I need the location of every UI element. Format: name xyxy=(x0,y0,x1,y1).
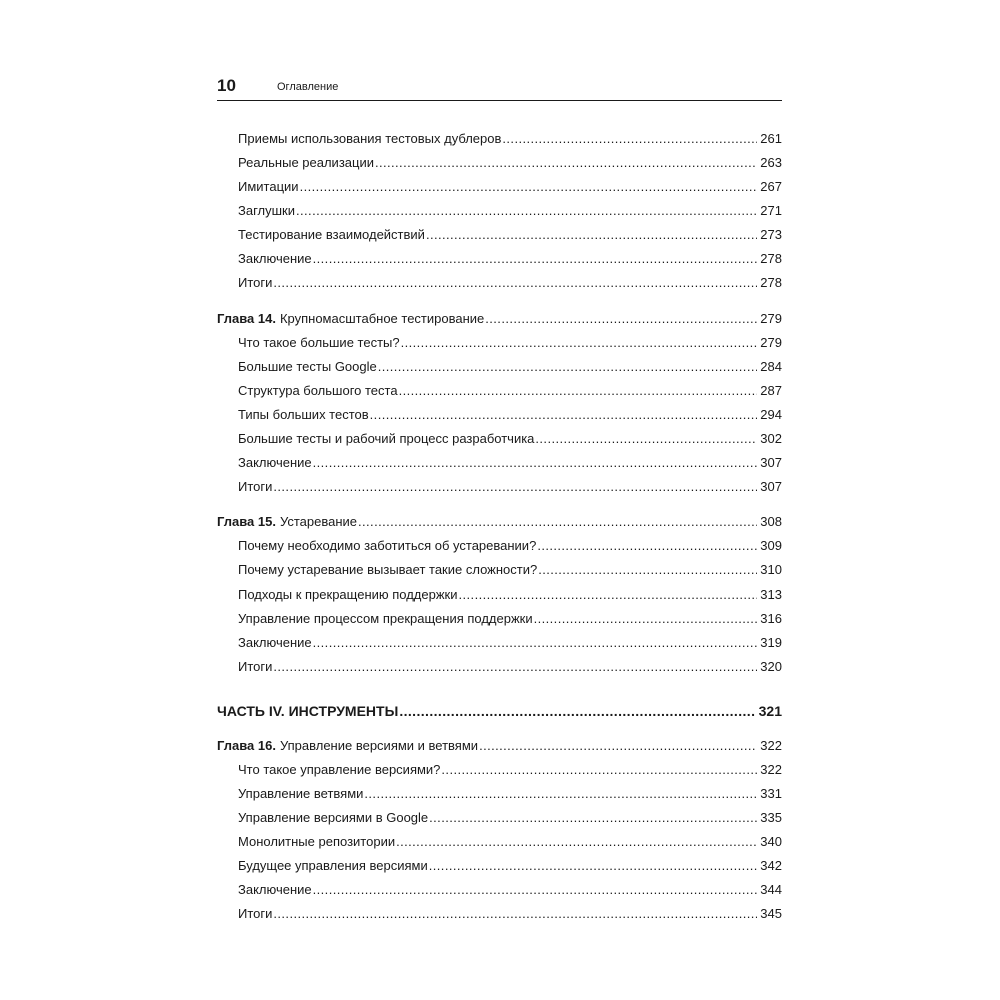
dot-leader xyxy=(538,562,757,577)
toc-entry[interactable] xyxy=(238,479,782,499)
dot-leader xyxy=(273,659,757,674)
toc-entry-page: 307 xyxy=(760,455,782,470)
toc-entry[interactable] xyxy=(238,275,782,295)
toc-entry-page: 344 xyxy=(760,882,782,897)
toc-part-4[interactable] xyxy=(217,703,782,723)
toc-entry-title: Монолитные репозитории xyxy=(238,834,396,849)
toc-entry-page: 335 xyxy=(760,810,782,825)
toc-entry-title: Управление процессом прекращения поддержки xyxy=(238,611,533,626)
toc-entry[interactable] xyxy=(238,810,782,830)
toc-entry-page: 316 xyxy=(760,611,782,626)
toc-entry-title: Почему устаревание вызывает такие сложности? xyxy=(238,562,538,577)
toc-entry-title: Тестирование взаимодействий xyxy=(238,227,425,242)
toc-entry-title: Управление версиями в Google xyxy=(238,810,429,825)
toc-entry-page: 319 xyxy=(760,635,782,650)
toc-entry-title: Что такое управление версиями? xyxy=(238,762,441,777)
dot-leader xyxy=(358,514,757,529)
dot-leader xyxy=(364,786,757,801)
dot-leader xyxy=(273,275,757,290)
toc-entry-page: 267 xyxy=(760,179,782,194)
dot-leader xyxy=(534,611,758,626)
toc-entry[interactable] xyxy=(238,155,782,175)
toc-entry[interactable] xyxy=(238,407,782,427)
toc-entry-page: 310 xyxy=(760,562,782,577)
toc-entry-page: 331 xyxy=(760,786,782,801)
dot-leader xyxy=(273,479,757,494)
toc-entry[interactable] xyxy=(238,786,782,806)
toc-entry-page: 271 xyxy=(760,203,782,218)
toc-entry-title: Итоги xyxy=(238,275,273,290)
toc-entry-title: Итоги xyxy=(238,906,273,921)
toc-entry-page: 261 xyxy=(760,131,782,146)
chapter-title: Устаревание xyxy=(279,514,358,529)
dot-leader xyxy=(535,431,757,446)
toc-entry-title: Заключение xyxy=(238,455,312,470)
toc-entry[interactable] xyxy=(238,762,782,782)
toc-entry-title: Что такое большие тесты? xyxy=(238,335,400,350)
toc-entry[interactable] xyxy=(238,906,782,926)
toc-entry-page: 321 xyxy=(758,703,782,719)
toc-entry[interactable] xyxy=(238,335,782,355)
toc-entry[interactable] xyxy=(238,659,782,679)
toc-entry-page: 320 xyxy=(760,659,782,674)
page-number: 10 xyxy=(217,76,236,95)
dot-leader xyxy=(296,203,757,218)
toc-entry[interactable] xyxy=(238,455,782,475)
toc-entry-page: 278 xyxy=(760,275,782,290)
toc-entry[interactable] xyxy=(238,131,782,151)
toc-entry-title: Управление ветвями xyxy=(238,786,364,801)
dot-leader xyxy=(459,587,758,602)
toc-entry-page: 342 xyxy=(760,858,782,873)
toc-entry-page: 287 xyxy=(760,383,782,398)
toc-entry-page: 307 xyxy=(760,479,782,494)
toc-chapter-16[interactable] xyxy=(217,738,782,758)
dot-leader xyxy=(370,407,758,422)
toc-entry[interactable] xyxy=(238,858,782,878)
toc-entry-page: 294 xyxy=(760,407,782,422)
toc-entry-title: Заглушки xyxy=(238,203,296,218)
toc-entry-page: 302 xyxy=(760,431,782,446)
dot-leader xyxy=(300,179,758,194)
toc-entry-page: 345 xyxy=(760,906,782,921)
toc-entry[interactable] xyxy=(238,203,782,223)
toc-entry[interactable] xyxy=(238,538,782,558)
toc-entry-title: Итоги xyxy=(238,659,273,674)
toc-entry[interactable] xyxy=(238,562,782,582)
chapter-title: Крупномасштабное тестирование xyxy=(279,311,485,326)
toc-entry-title: Структура большого теста xyxy=(238,383,398,398)
toc-entry-page: 322 xyxy=(760,762,782,777)
toc-entry[interactable] xyxy=(238,431,782,451)
toc-entry[interactable] xyxy=(238,611,782,631)
dot-leader xyxy=(429,810,757,825)
toc-entry-page: 340 xyxy=(760,834,782,849)
dot-leader xyxy=(537,538,757,553)
toc-entry-title: Приемы использования тестовых дублеров xyxy=(238,131,502,146)
toc-entry[interactable] xyxy=(238,635,782,655)
dot-leader xyxy=(313,882,758,897)
toc-entry-title: Большие тесты и рабочий процесс разработчика xyxy=(238,431,535,446)
toc-entry-page: 309 xyxy=(760,538,782,553)
toc-entry-page: 273 xyxy=(760,227,782,242)
dot-leader xyxy=(426,227,757,242)
chapter-number: Глава 14. xyxy=(217,311,276,326)
page-header xyxy=(217,76,782,101)
dot-leader xyxy=(273,906,757,921)
chapter-title: Управление версиями и ветвями xyxy=(279,738,479,753)
dot-leader xyxy=(396,834,757,849)
toc-entry-page: 278 xyxy=(760,251,782,266)
toc-entry-page: 263 xyxy=(760,155,782,170)
toc-entry[interactable] xyxy=(238,834,782,854)
dot-leader xyxy=(479,738,757,753)
toc-chapter-14[interactable] xyxy=(217,311,782,331)
toc-entry-page: 284 xyxy=(760,359,782,374)
toc-entry-title: Почему необходимо заботиться об устаревании? xyxy=(238,538,537,553)
dot-leader xyxy=(378,359,758,374)
dot-leader xyxy=(502,131,757,146)
dot-leader xyxy=(401,335,758,350)
toc-entry[interactable] xyxy=(238,359,782,379)
toc-chapter-15[interactable] xyxy=(217,514,782,534)
dot-leader xyxy=(313,455,758,470)
toc-entry-title: Имитации xyxy=(238,179,299,194)
dot-leader xyxy=(429,858,758,873)
dot-leader xyxy=(399,703,755,719)
toc-entry-title: Подходы к прекращению поддержки xyxy=(238,587,458,602)
dot-leader xyxy=(375,155,757,170)
toc-entry-title: Реальные реализации xyxy=(238,155,374,170)
chapter-number: Глава 15. xyxy=(217,514,276,529)
toc-entry[interactable] xyxy=(238,882,782,902)
toc-entry-page: 308 xyxy=(760,514,782,529)
toc-entry-title: Будущее управления версиями xyxy=(238,858,428,873)
toc-entry-page: 322 xyxy=(760,738,782,753)
dot-leader xyxy=(399,383,758,398)
toc-entry-title: Заключение xyxy=(238,251,312,266)
toc-entry[interactable] xyxy=(238,179,782,199)
running-title: Оглавление xyxy=(277,81,339,93)
toc-entry-title: Заключение xyxy=(238,635,312,650)
toc-entry[interactable] xyxy=(238,227,782,247)
toc-entry-title: Типы больших тестов xyxy=(238,407,369,422)
chapter-number: Глава 16. xyxy=(217,738,276,753)
toc-entry-page: 279 xyxy=(760,335,782,350)
toc-entry-page: 313 xyxy=(760,587,782,602)
dot-leader xyxy=(441,762,757,777)
toc-entry[interactable] xyxy=(238,587,782,607)
toc-entry-title: Итоги xyxy=(238,479,273,494)
dot-leader xyxy=(313,251,758,266)
toc-entry-title: Заключение xyxy=(238,882,312,897)
dot-leader xyxy=(313,635,758,650)
toc-entry-title: Большие тесты Google xyxy=(238,359,377,374)
dot-leader xyxy=(485,311,757,326)
toc-entry[interactable] xyxy=(238,383,782,403)
part-title: ЧАСТЬ IV. ИНСТРУМЕНТЫ xyxy=(217,703,399,719)
toc-entry-page: 279 xyxy=(760,311,782,326)
toc-entry[interactable] xyxy=(238,251,782,271)
